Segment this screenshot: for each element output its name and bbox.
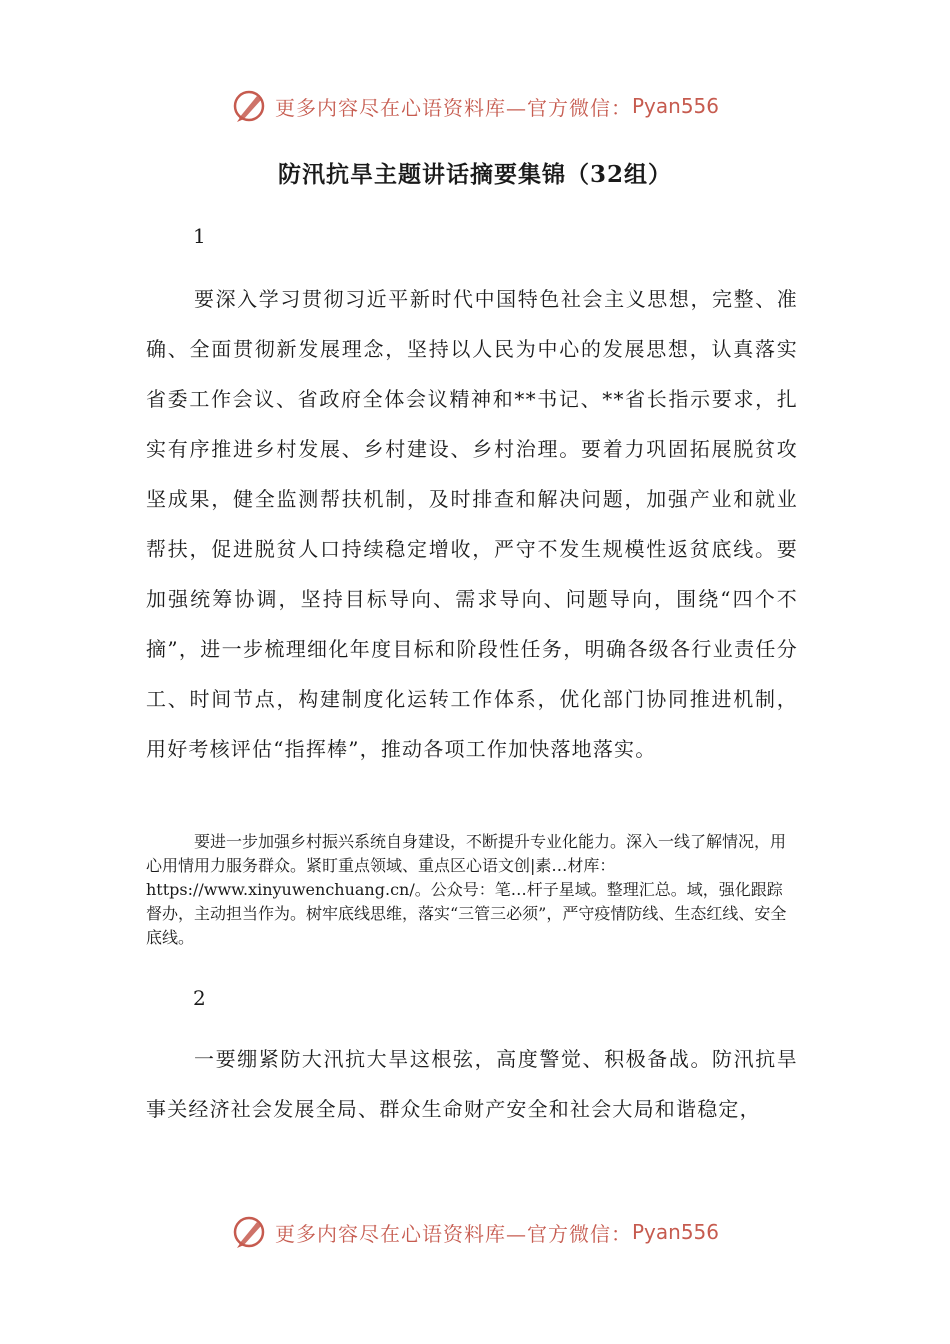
pen-logo-icon xyxy=(231,88,267,124)
banner-tagline: 更多内容尽在心语资料库—官方微信： xyxy=(274,95,632,120)
section-number: 1 xyxy=(193,224,206,248)
banner-tagline: 更多内容尽在心语资料库—官方微信： xyxy=(274,1221,632,1246)
document-title: 防汛抗旱主题讲话摘要集锦（32组） xyxy=(277,161,672,188)
section-paragraph: 要深入学习贯彻习近平新时代中国特色社会主义思想，完整、准确、全面贯彻新发展理念，坚持以人民为中心的发展思想，认真落实省委工作会议、省政府全体会议精神和**书记、**省长指示要求，扎实有序推进乡村发展、乡村建设、乡村治理。要着力巩固拓展脱贫攻坚成果，健全监测帮扶机制，及时排查和解决问题，加强产业和就业帮扶，促进脱贫人口持续稳定增收，严守不发生规模性返贫底线。要加强统筹协调，坚持目标导向、需求导向、问题导向，围绕“四个不摘”，进一步梳理细化年度目标和阶段性任务，明确各级各行业责任分工、时间节点，构建制度化运转工作体系，优化部门协同推进机制，用好考核评估“指挥棒”，推动各项工作加快落地落实。 xyxy=(146,287,798,761)
watermark-banner-bottom xyxy=(0,1210,950,1254)
section-paragraph: 一要绷紧防大汛抗大旱这根弦，高度警觉、积极备战。防汛抗旱事关经济社会发展全局、群众生命财产安全和社会大局和谐稳定， xyxy=(146,1047,798,1121)
banner-contact: Pyan556 xyxy=(631,1220,719,1244)
pen-logo-icon xyxy=(231,1214,267,1250)
banner-contact: Pyan556 xyxy=(631,94,719,118)
watermark-banner-top xyxy=(0,84,950,128)
section-note-paragraph: 要进一步加强乡村振兴系统自身建设，不断提升专业化能力。深入一线了解情况，用心用情用力服务群众。紧盯重点领域、重点区心语文创|素…材库：https://www.xinyuwenchuang.cn/。公众号：笔…杆子星域。整理汇总。域，强化跟踪督办，主动担当作为。树牢底线思维，落实“三管三必须”，严守疫情防线、生态红线、安全底线。 xyxy=(146,832,787,947)
section-number: 2 xyxy=(193,986,206,1010)
